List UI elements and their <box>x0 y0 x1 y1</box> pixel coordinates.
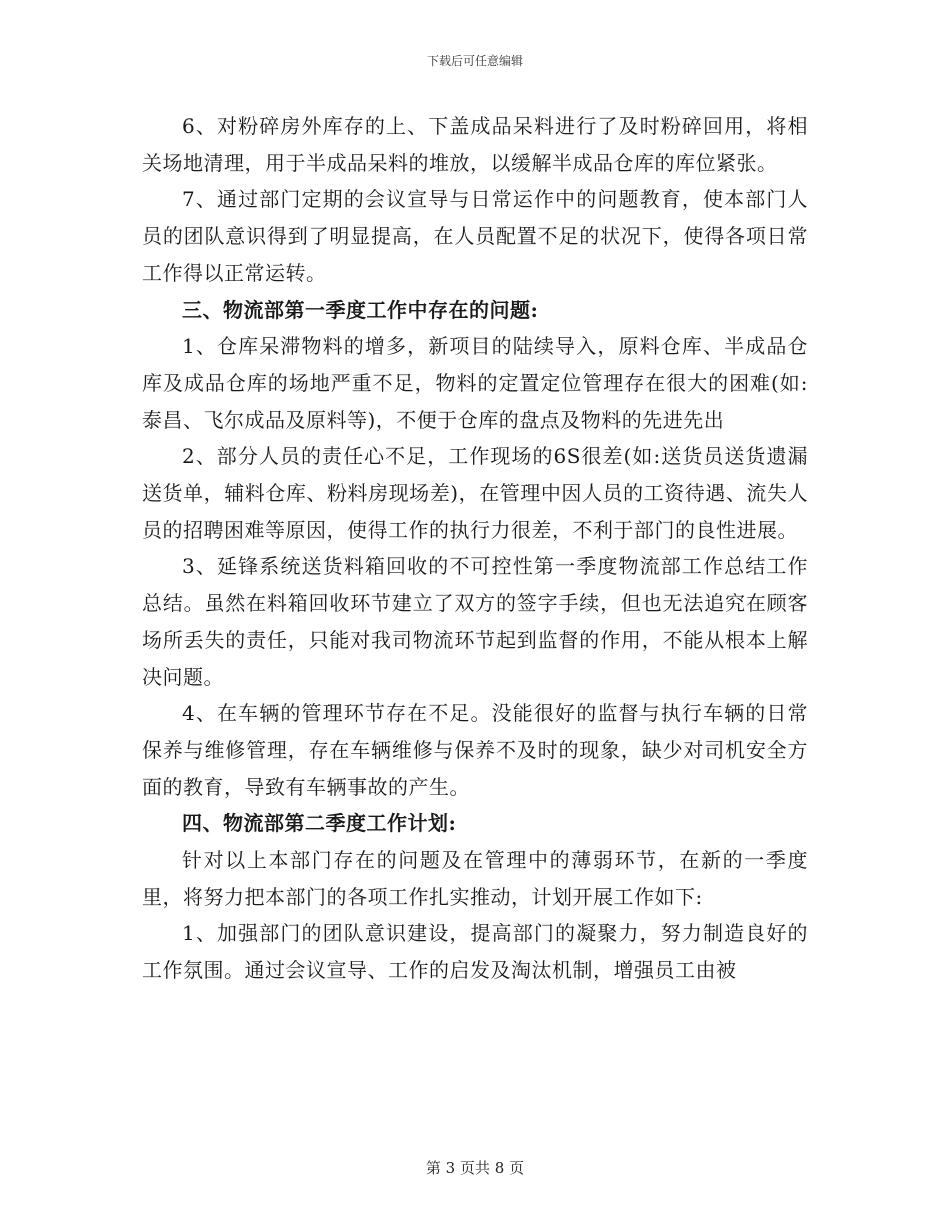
issue-2: 2、部分人员的责任心不足，工作现场的6S很差(如:送货员送货遗漏送货单，辅料仓库、粉料房现场差)，在管理中因人员的工资待遇、流失人员的招聘困难等原因，使得工作的执行力很差，不利于部门的良性进展。 <box>142 444 808 542</box>
issue-3: 3、延锋系统送货料箱回收的不可控性第一季度物流部工作总结工作总结。虽然在料箱回收环节建立了双方的签字手续，但也无法追究在顾客场所丢失的责任，只能对我司物流环节起到监督的作用，不能从根本上解决问题。 <box>142 554 808 689</box>
issue-1: 1、仓库呆滞物料的增多，新项目的陆续导入，原料仓库、半成品仓库及成品仓库的场地严重不足，物料的定置定位管理存在很大的困难(如:泰昌、飞尔成品及原料等)，不便于仓库的盘点及物料的先进先出 <box>142 334 808 432</box>
page-header: 下载后可任意编辑 <box>426 54 523 68</box>
section-heading-3: 三、物流部第一季度工作中存在的问题: <box>182 297 539 322</box>
section-heading-4: 四、物流部第二季度工作计划: <box>182 811 457 836</box>
paragraph-6: 6、对粉碎房外库存的上、下盖成品呆料进行了及时粉碎回用，将相关场地清理，用于半成品呆料的堆放，以缓解半成品仓库的库位紧张。 <box>142 114 808 175</box>
document-body <box>142 108 808 989</box>
paragraph-7: 7、通过部门定期的会议宣导与日常运作中的问题教育，使本部门人员的团队意识得到了明显提高，在人员配置不足的状况下，使得各项日常工作得以正常运转。 <box>142 187 808 285</box>
plan-1: 1、加强部门的团队意识建设，提高部门的凝聚力，努力制造良好的工作氛围。通过会议宣导、工作的启发及淘汰机制，增强员工由被 <box>142 921 808 983</box>
page-footer: 第 3 页共 8 页 <box>425 1159 525 1177</box>
plan-intro: 针对以上本部门存在的问题及在管理中的薄弱环节，在新的一季度里，将努力把本部门的各项工作扎实推动，计划开展工作如下: <box>142 848 808 909</box>
issue-4: 4、在车辆的管理环节存在不足。没能很好的监督与执行车辆的日常保养与维修管理，存在车辆维修与保养不及时的现象，缺少对司机安全方面的教育，导致有车辆事故的产生。 <box>142 701 808 799</box>
